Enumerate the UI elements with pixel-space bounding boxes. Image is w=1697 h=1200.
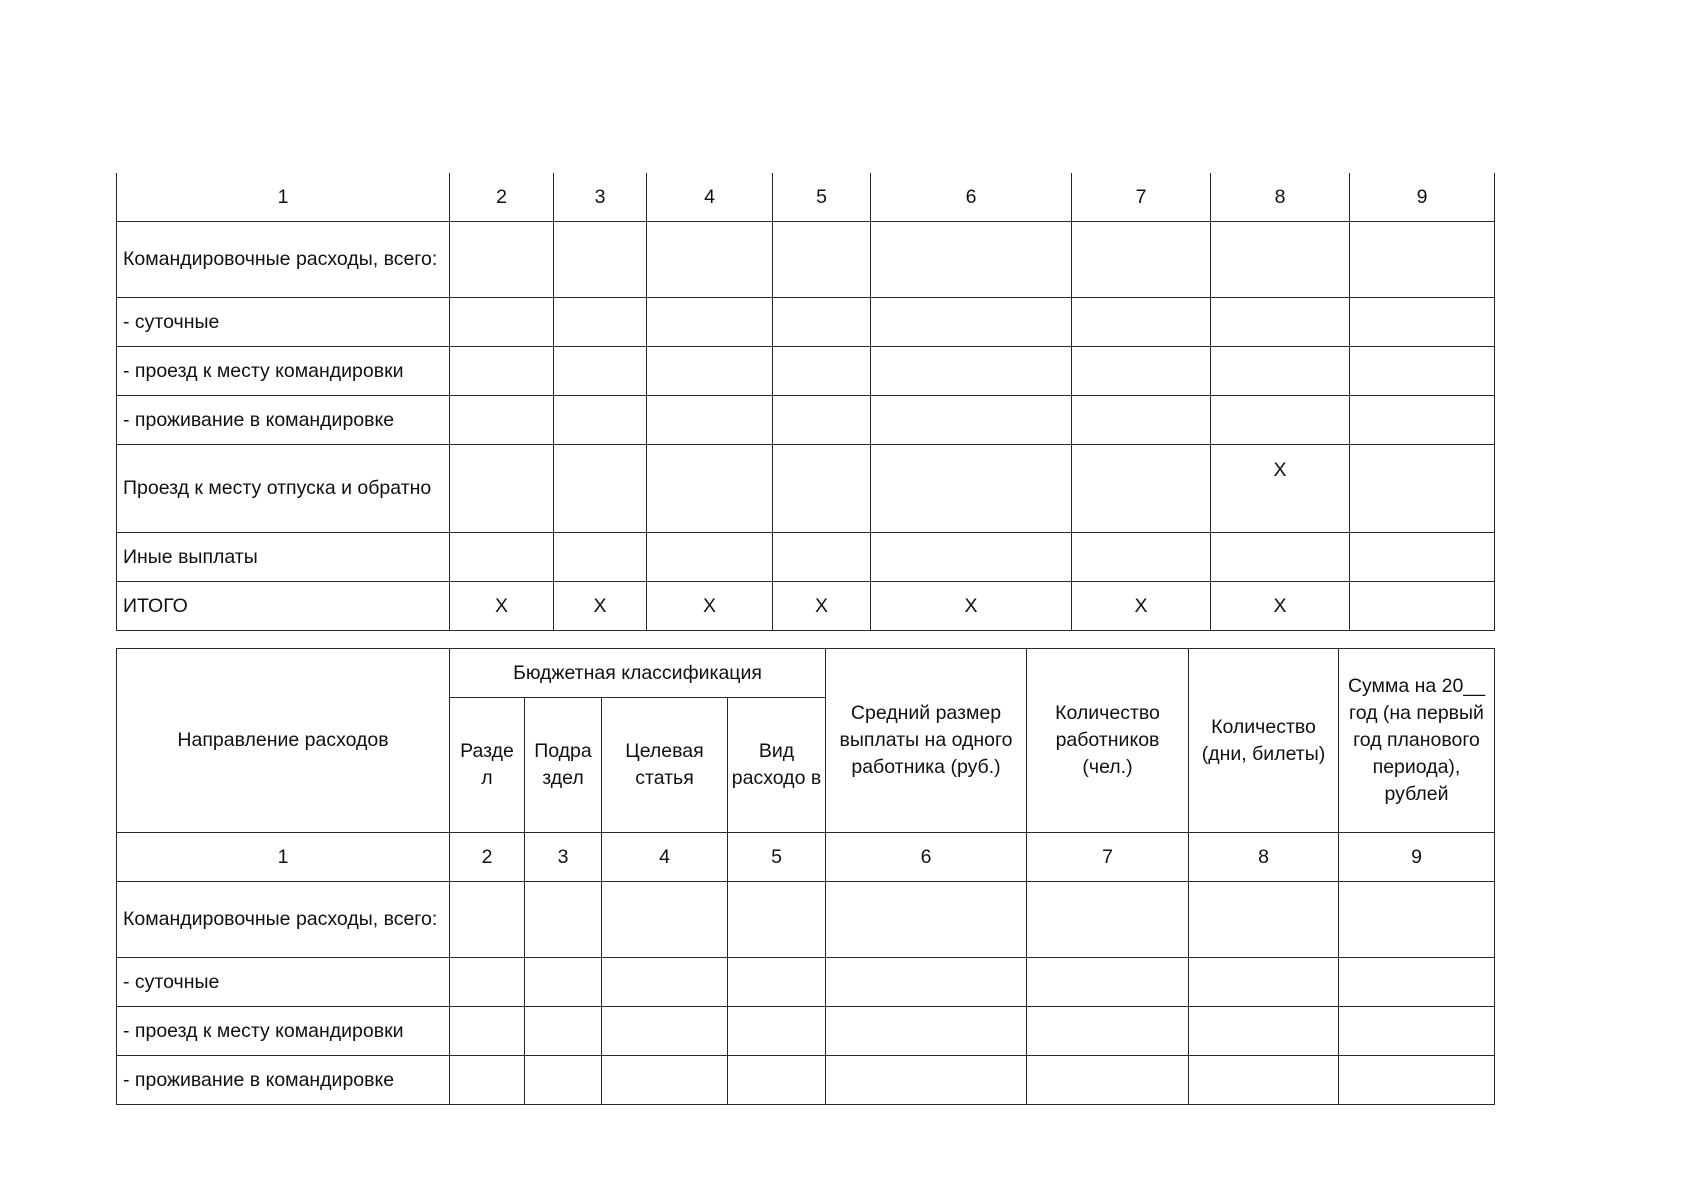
col-number: 1 xyxy=(117,833,450,882)
table-cell: X xyxy=(1211,445,1350,533)
table-cell xyxy=(554,533,647,582)
table-cell xyxy=(728,1007,826,1056)
table-cell xyxy=(1339,958,1495,1007)
table-row xyxy=(117,1007,1495,1056)
row-label: Проезд к месту отпуска и обратно xyxy=(117,445,450,533)
table-row xyxy=(117,1056,1495,1105)
table-cell: X xyxy=(647,582,773,631)
table-cell xyxy=(871,533,1072,582)
table-cell xyxy=(602,1007,728,1056)
table-cell xyxy=(1189,1056,1339,1105)
table-cell xyxy=(1350,222,1495,298)
table-cell xyxy=(1211,533,1350,582)
table-cell xyxy=(728,1056,826,1105)
row-label: - суточные xyxy=(117,298,450,347)
table-cell xyxy=(647,533,773,582)
table-cell xyxy=(871,347,1072,396)
table-cell xyxy=(773,298,871,347)
table-cell xyxy=(602,958,728,1007)
table-cell xyxy=(450,1007,525,1056)
row-label: - проезд к месту командировки xyxy=(117,347,450,396)
column-number-row xyxy=(117,833,1495,882)
col-number: 7 xyxy=(1027,833,1189,882)
col-number: 5 xyxy=(728,833,826,882)
row-label: - проживание в командировке xyxy=(117,1056,450,1105)
table-cell xyxy=(1072,533,1211,582)
col-number: 7 xyxy=(1072,173,1211,222)
table-cell xyxy=(602,882,728,958)
expenses-table-continuation xyxy=(116,173,1495,631)
table-cell xyxy=(450,533,554,582)
table-cell: X xyxy=(773,582,871,631)
table-cell xyxy=(1350,396,1495,445)
table-cell xyxy=(647,298,773,347)
expenses-table xyxy=(116,648,1495,1105)
table-cell xyxy=(450,958,525,1007)
row-label: - суточные xyxy=(117,958,450,1007)
header-employees-count: Количество работников (чел.) xyxy=(1027,649,1189,833)
table-cell xyxy=(450,882,525,958)
table-cell xyxy=(826,1056,1027,1105)
table-cell xyxy=(1072,396,1211,445)
row-label: Командировочные расходы, всего: xyxy=(117,222,450,298)
table-cell xyxy=(773,396,871,445)
table-cell xyxy=(647,396,773,445)
table-cell xyxy=(1027,882,1189,958)
table-row xyxy=(117,882,1495,958)
table-cell xyxy=(1189,958,1339,1007)
table-cell xyxy=(1072,222,1211,298)
table-cell xyxy=(871,298,1072,347)
table-cell xyxy=(554,396,647,445)
table-cell xyxy=(1189,1007,1339,1056)
row-label: Иные выплаты xyxy=(117,533,450,582)
table-cell xyxy=(728,958,826,1007)
table-cell xyxy=(826,958,1027,1007)
table-cell xyxy=(1350,298,1495,347)
table-cell xyxy=(1211,222,1350,298)
header-sum: Сумма на 20__ год (на первый год планового периода), рублей xyxy=(1339,649,1495,833)
table-cell xyxy=(1211,347,1350,396)
header-direction: Направление расходов xyxy=(117,649,450,833)
table-cell xyxy=(1211,298,1350,347)
table-cell xyxy=(871,222,1072,298)
col-number: 9 xyxy=(1339,833,1495,882)
table-cell xyxy=(1339,882,1495,958)
table-cell xyxy=(1350,533,1495,582)
col-number: 5 xyxy=(773,173,871,222)
col-number: 3 xyxy=(554,173,647,222)
table-cell xyxy=(525,1007,602,1056)
table-cell xyxy=(647,347,773,396)
row-label: ИТОГО xyxy=(117,582,450,631)
table-cell xyxy=(647,222,773,298)
table-cell xyxy=(826,1007,1027,1056)
header-target-article: Целевая статья xyxy=(602,698,728,833)
table-cell xyxy=(450,347,554,396)
col-number: 4 xyxy=(602,833,728,882)
table-cell xyxy=(1072,445,1211,533)
table-cell xyxy=(1211,396,1350,445)
table-cell xyxy=(1350,347,1495,396)
col-number: 6 xyxy=(826,833,1027,882)
header-row xyxy=(117,649,1495,698)
table-cell xyxy=(450,298,554,347)
header-section: Разде л xyxy=(450,698,525,833)
col-number: 2 xyxy=(450,833,525,882)
table-cell xyxy=(450,222,554,298)
table-cell xyxy=(1350,582,1495,631)
header-days-tickets: Количество (дни, билеты) xyxy=(1189,649,1339,833)
table-row xyxy=(117,396,1495,445)
table-cell: X xyxy=(1211,582,1350,631)
col-number: 6 xyxy=(871,173,1072,222)
table-cell xyxy=(871,396,1072,445)
col-number: 8 xyxy=(1189,833,1339,882)
table-cell: X xyxy=(554,582,647,631)
table-cell xyxy=(1072,298,1211,347)
row-label: - проживание в командировке xyxy=(117,396,450,445)
table-row xyxy=(117,347,1495,396)
col-number: 2 xyxy=(450,173,554,222)
table-cell: X xyxy=(450,582,554,631)
table-row xyxy=(117,533,1495,582)
header-budget-classification: Бюджетная классификация xyxy=(450,649,826,698)
table-cell xyxy=(554,347,647,396)
table-cell xyxy=(1350,445,1495,533)
table-cell xyxy=(773,533,871,582)
col-number: 1 xyxy=(117,173,450,222)
table-cell xyxy=(647,445,773,533)
header-expense-type: Вид расходо в xyxy=(728,698,826,833)
table-cell xyxy=(1027,958,1189,1007)
table-cell xyxy=(871,445,1072,533)
table-cell xyxy=(1339,1007,1495,1056)
table-row xyxy=(117,445,1495,533)
table-cell xyxy=(1027,1007,1189,1056)
table-row xyxy=(117,958,1495,1007)
row-label: - проезд к месту командировки xyxy=(117,1007,450,1056)
table-cell xyxy=(1339,1056,1495,1105)
table-cell xyxy=(554,445,647,533)
col-number: 8 xyxy=(1211,173,1350,222)
table-cell xyxy=(525,882,602,958)
table-cell xyxy=(773,347,871,396)
table-cell xyxy=(1027,1056,1189,1105)
table-cell xyxy=(1072,347,1211,396)
table-cell xyxy=(728,882,826,958)
table-cell: X xyxy=(871,582,1072,631)
table-cell xyxy=(450,445,554,533)
table-cell xyxy=(773,445,871,533)
header-subsection: Подра здел xyxy=(525,698,602,833)
table-cell xyxy=(450,1056,525,1105)
column-number-row xyxy=(117,173,1495,222)
table-cell xyxy=(554,222,647,298)
table-cell xyxy=(602,1056,728,1105)
table-row xyxy=(117,222,1495,298)
table-cell xyxy=(826,882,1027,958)
table-row xyxy=(117,298,1495,347)
col-number: 3 xyxy=(525,833,602,882)
header-avg-payment: Средний размер выплаты на одного работника (руб.) xyxy=(826,649,1027,833)
col-number: 4 xyxy=(647,173,773,222)
table-cell xyxy=(525,958,602,1007)
table-cell xyxy=(450,396,554,445)
col-number: 9 xyxy=(1350,173,1495,222)
table-cell xyxy=(773,222,871,298)
table-cell: X xyxy=(1072,582,1211,631)
total-row xyxy=(117,582,1495,631)
row-label: Командировочные расходы, всего: xyxy=(117,882,450,958)
table-cell xyxy=(554,298,647,347)
table-cell xyxy=(1189,882,1339,958)
table-cell xyxy=(525,1056,602,1105)
